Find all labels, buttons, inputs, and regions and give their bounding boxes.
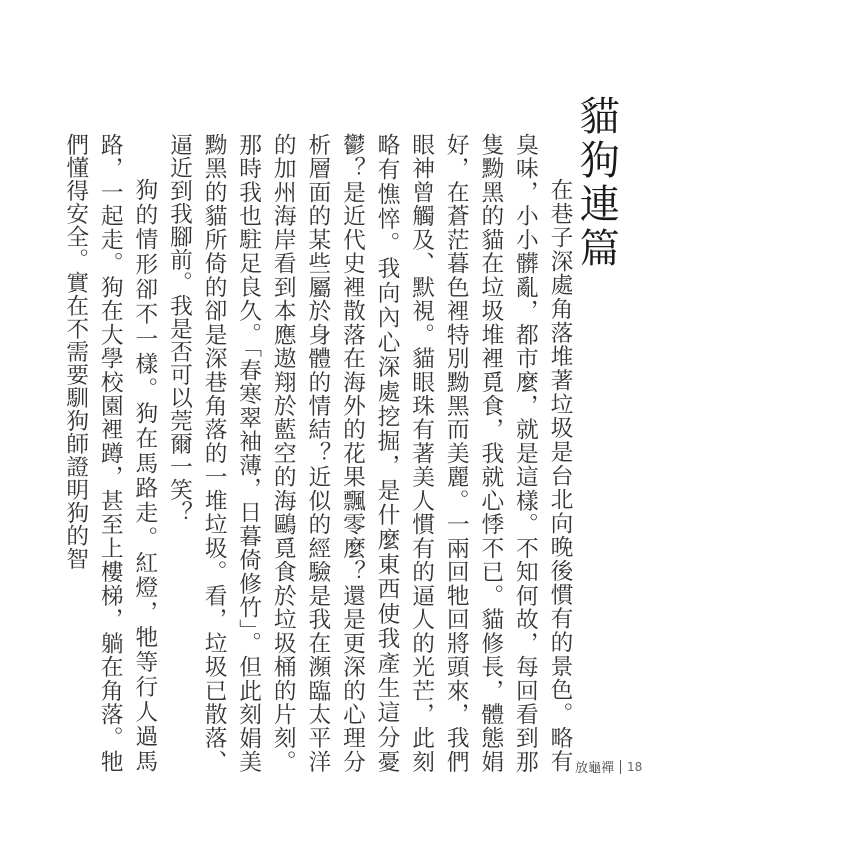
chapter-title: 貓狗連篇 — [573, 95, 620, 271]
footer-divider — [620, 760, 621, 774]
page-footer — [575, 757, 642, 776]
paragraph-cat: 在巷子深處角落堆著垃圾是台北向晚後慣有的景色。略有臭味，小小髒亂，都市麼，就是這樣。不知何故，每回看到那隻黝黑的貓在垃圾堆裡覓食，我就心悸不已。貓修長，體態娟好，在蒼茫暮色裡特別黝黑而美麗。一兩回牠回將頭來，我們眼神曾觸及、默視。貓眼珠有著美人慣有的逼人的光芒，此刻略有憔悴。我向內心深處挖掘，是什麼東西使我產生這分憂鬱？是近代史裡散落在海外的花果飄零麼？還是更深的心理分析層面的某些屬於身體的情結？近似的經驗是我在瀕臨太平洋的加州海岸看到本應遨翔於藍空的海鷗覓食於垃圾桶的片刻。那時我也駐足良久。「春寒翠袖薄，日暮倚修竹」。但此刻娟美黝黑的貓所倚的卻是深巷角落的一堆垃圾。看，垃圾已散落、逼近到我腳前。我是否可以莞爾一笑？ — [166, 133, 573, 773]
paragraph-dog: 狗的情形卻不一樣。狗在馬路走。紅燈，牠等行人過馬路，一起走。狗在大學校園裡蹲，甚至上樓梯，躺在角落。牠們懂得安全。實在不需要馴狗師證明狗的智 — [62, 133, 158, 773]
page-number: 18 — [627, 759, 643, 774]
body-text — [58, 133, 577, 773]
running-head-book-title: 放龜禪 — [575, 761, 615, 776]
